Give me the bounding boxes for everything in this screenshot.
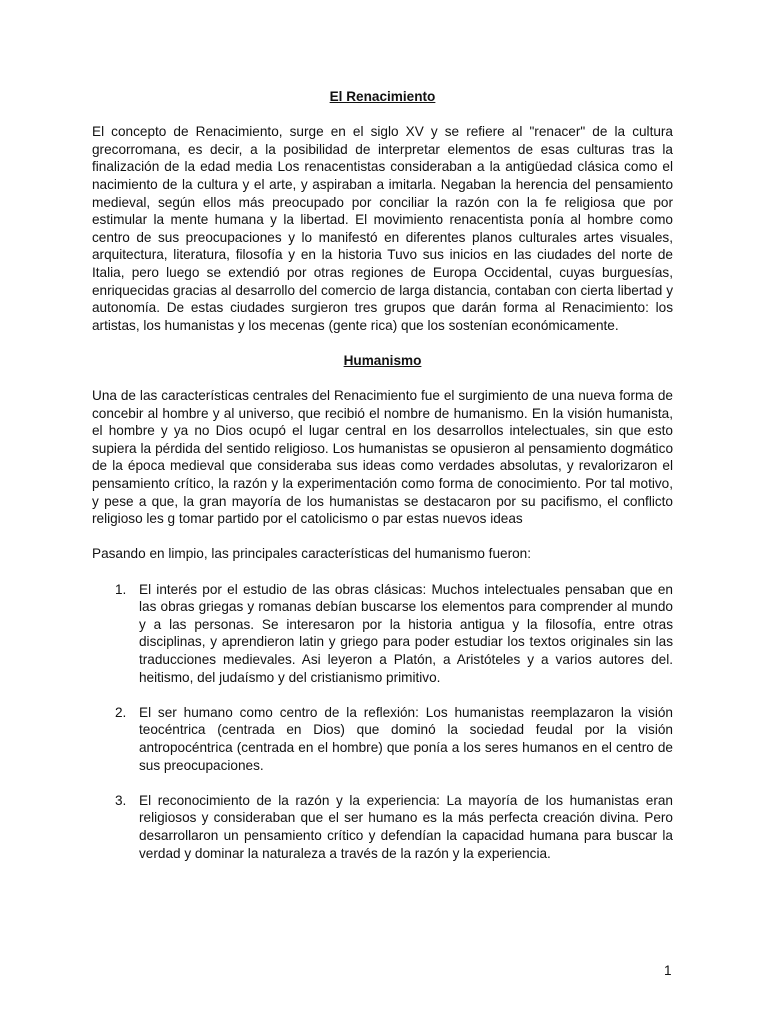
list-item-number: 1. xyxy=(115,581,127,597)
document-title: El Renacimiento xyxy=(329,89,436,104)
list-item-text: El ser humano como centro de la reflexión: Los humanistas reemplazaron la visión teocéntrica (centrada en Dios) que dominó la sociedad feudal por la visión antropocéntrica (centrada en el hombre) que ponía a los seres humanos en el centro de sus preocupaciones. xyxy=(139,704,673,773)
features-list xyxy=(92,581,673,863)
page-number: 1 xyxy=(664,963,672,978)
list-item-text: El interés por el estudio de las obras clásicas: Muchos intelectuales pensaban que en las obras griegas y romanas debían buscarse los elementos para comprender al mundo y a las personas. Se interesaron por la historia antigua y la filosofía, entre otras disciplinas, y aprendieron latin y griego para poder estudiar los textos originales sin las traducciones medievales. Asi leyeron a Platón, a Aristóteles y a varios autores del. heitismo, del judaísmo y del cristianismo primitivo. xyxy=(139,581,673,685)
list-item xyxy=(92,704,673,774)
section-title-humanismo: Humanismo xyxy=(343,352,422,368)
list-item-number: 3. xyxy=(115,792,127,808)
document-page xyxy=(92,88,673,880)
intro-paragraph: El concepto de Renacimiento, surge en el siglo XV y se refiere al "renacer" de la cultura grecorromana, es decir, a la posibilidad de interpretar elementos de esas culturas tras la finalización de la edad media Los renacentistas consideraban a la antigüedad clásica como el nacimiento de la cultura y el arte, y aspiraban a imitarla. Negaban la herencia del pensamiento medieval, según ellos más preocupado por conciliar la razón con la fe religiosa que por estimular la mente humana y la libertad. El movimiento renacentista ponía al hombre como centro de sus preocupaciones y lo manifestó en diferentes planos culturales artes visuales, arquitectura, literatura, filosofía y en la historia Tuvo sus inicios en las ciudades del norte de Italia, pero luego se extendió por otras regiones de Europa Occidental, cuyas burguesías, enriquecidas gracias al desarrollo del comercio de larga distancia, contaban con cierta libertad y autonomía. De estas ciudades surgieron tres grupos que darán forma al Renacimiento: los artistas, los humanistas y los mecenas (gente rica) que los sostenían económicamente. xyxy=(92,124,673,333)
list-item-text: El reconocimiento de la razón y la experiencia: La mayoría de los humanistas eran religiosos y consideraban que el ser humano es la más perfecta creación divina. Pero desarrollaron un pensamiento crítico y defendían la capacidad humana para buscar la verdad y dominar la naturaleza a través de la razón y la experiencia. xyxy=(139,792,673,861)
summary-paragraph: Pasando en limpio, las principales características del humanismo fueron: xyxy=(92,546,531,562)
humanism-paragraph: Una de las características centrales del Renacimiento fue el surgimiento de una nueva forma de concebir al hombre y al universo, que recibió el nombre de humanismo. En la visión humanista, el hombre y ya no Dios ocupó el lugar central en los desarrollos intelectuales, sin que esto supiera la pérdida del sentido religioso. Los humanistas se opusieron al pensamiento dogmático de la época medieval que consideraba sus ideas como verdades absolutas, y revalorizaron el pensamiento crítico, la razón y la experimentación como forma de conocimiento. Por tal motivo, y pese a que, la gran mayoría de los humanistas se destacaron por su pacifismo, el conflicto religioso les g tomar partido por el catolicismo o par estas nuevos ideas xyxy=(92,388,673,527)
list-item xyxy=(92,581,673,687)
list-item-number: 2. xyxy=(115,704,127,720)
list-item xyxy=(92,792,673,862)
